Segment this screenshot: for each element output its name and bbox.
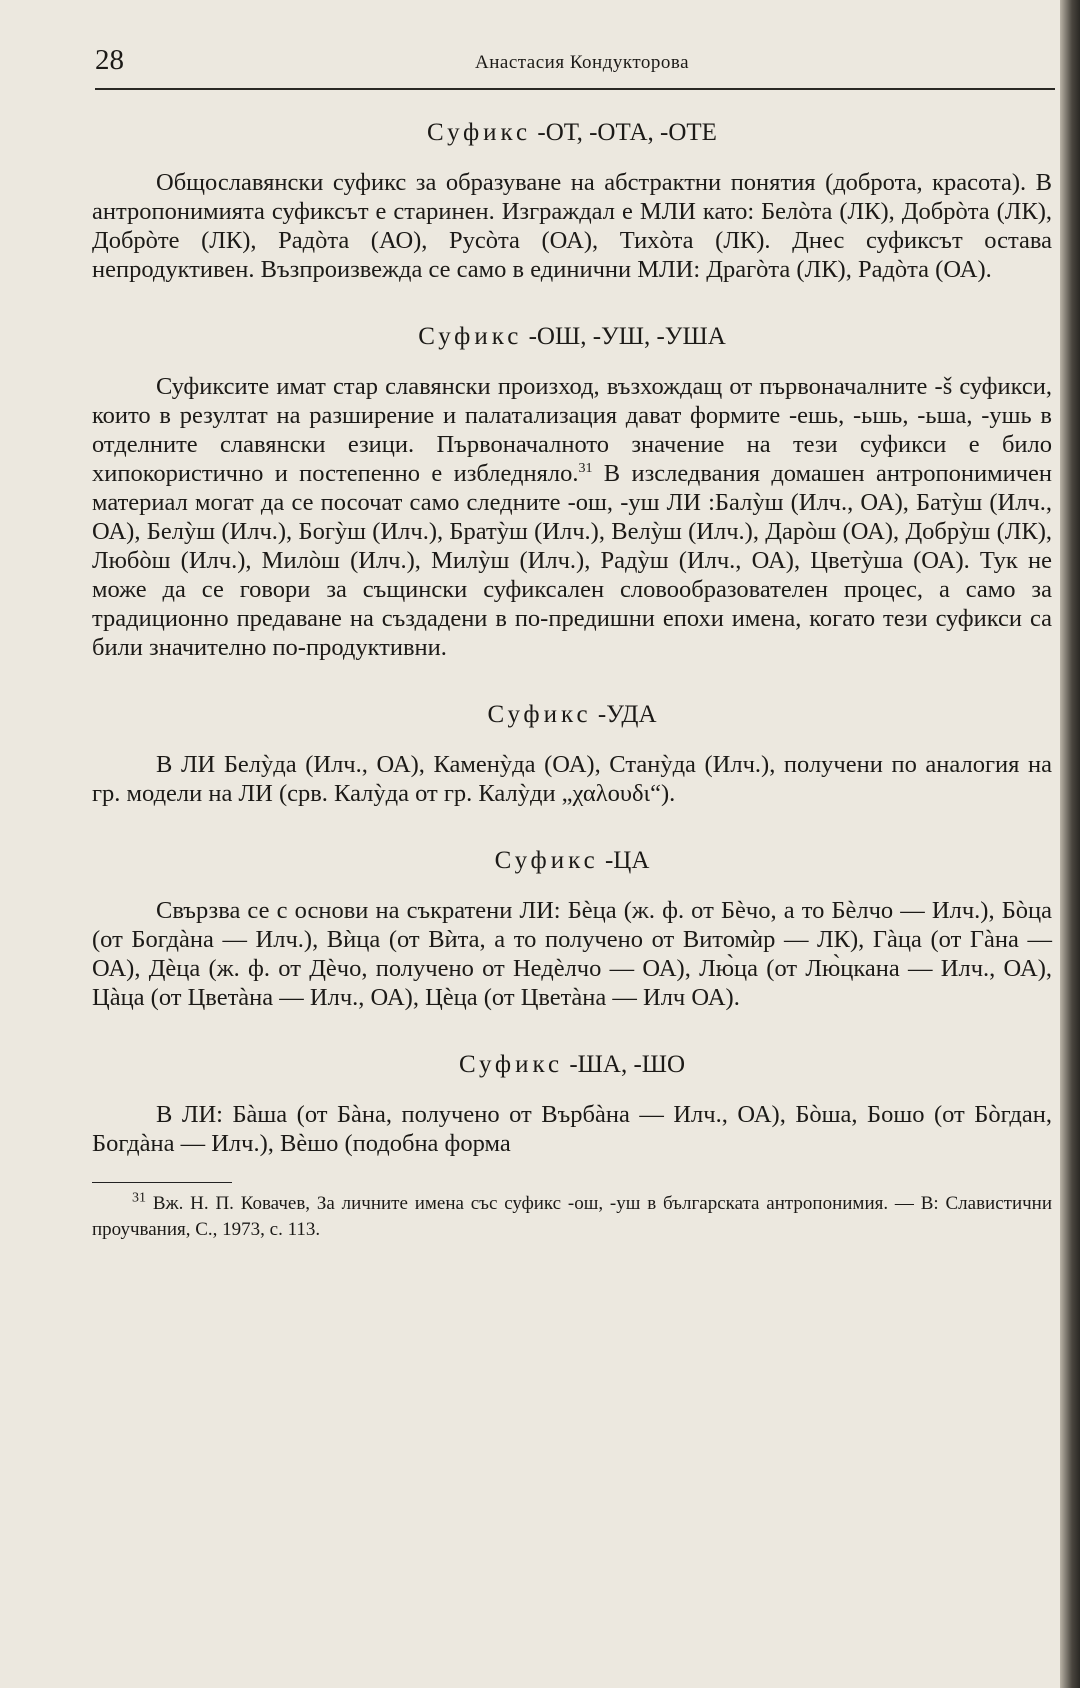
footnote-ref[interactable]: 31 bbox=[578, 460, 593, 476]
page-header bbox=[95, 44, 1055, 84]
section-heading: Суфикс -ОШ, -УШ, -УША bbox=[418, 323, 726, 350]
book-spine-edge bbox=[1060, 0, 1080, 1688]
paragraph: Общославянски суфикс за образуване на абстрактни понятия (доброта, красота). В антропонимията суфиксът е старинен. Изграждал е МЛИ като: Белòта (ЛК), Добрòта (ЛК), Добрòте (ЛК), Радòта (АО), Русòта (ОА), Тихòта (ЛК). Днес суфиксът остава непродуктивен. Възпроизвежда се само в единични МЛИ: Драгòта (ЛК), Радòта (ОА). bbox=[92, 169, 1052, 283]
header-rule bbox=[95, 88, 1055, 90]
paragraph: В ЛИ: Бàша (от Бàна, получено от Върбàна — Илч., ОА), Бòша, Бошо (от Бòгдан, Богдàна — Илч.), Вèшо (подобна форма bbox=[92, 1101, 1052, 1157]
section-heading: Суфикс -УДА bbox=[487, 701, 657, 728]
paragraph: Свързва се с основи на съкратени ЛИ: Бèца (ж. ф. от Бèчо, а то Бèлчо — Илч.), Бòца (от Богдàна — Илч.), Вѝца (от Вѝта, а то получено от Витомѝр — ЛК), Гàца (от Гàна — ОА), Дèца (ж. ф. от Дèчо, получено от Недèлчо — ОА), Лю̀ца (от Лю̀цкана — Илч., ОА), Цàца (от Цветàна — Илч., ОА), Цèца (от Цветàна — Илч ОА). bbox=[92, 897, 1052, 1011]
section-heading: Суфикс -ША, -ШО bbox=[458, 1051, 686, 1078]
footnote: $^{31}$ Вж. Н. П. Ковачев, За личните имена със суфикс -ош, -уш в българската антропонимия. — В: Славистични проучвания, С., 1973, с. 113. bbox=[92, 1190, 1053, 1240]
section-heading: Суфикс -ОТ, -ОТА, -ОТЕ bbox=[427, 119, 717, 146]
footnote-number: 31 bbox=[132, 1190, 146, 1206]
footnote-rule bbox=[92, 1182, 232, 1183]
running-head: Анастасия Кондукторова bbox=[475, 52, 690, 73]
paragraph: Суфиксите имат стар славянски произход, възхождащ от първоначалните -š суфикси, които в резултат на разширение и палатализация дават формите -ешь, -ьшь, -ьша, -ушь в отделните славянски езици. Първоначалното значение на тези суфикси е било хипокористично и постепенно е избледняло.$^{31}$ В изследвания домашен антропонимичен материал могат да се посочат само следните -ош, -уш ЛИ :Балỳш (Илч., ОА), Батỳш (Илч., ОА), Белỳш (Илч.), Богỳш (Илч.), Братỳш (Илч.), Велỳш (Илч.), Дарòш (ОА), Добрỳш (ЛК), Любòш (Илч.), Милòш (Илч.), Милỳш (Илч.), Радỳш (Илч., ОА), Цветỳша (ОА). Тук не може да се говори за същински суфиксален словообразователен процес, а само за традиционно предаване на създадени в по-предишни епохи имена, когато тези суфикси са били значително по-продуктивни. bbox=[92, 373, 1052, 661]
section-heading: Суфикс -ЦА bbox=[494, 847, 650, 874]
paragraph: В ЛИ Белỳда (Илч., ОА), Каменỳда (ОА), Станỳда (Илч.), получени по аналогия на гр. модели на ЛИ (срв. Калỳда от гр. Калỳди „χαλoυδι“). bbox=[92, 751, 1052, 807]
page-number: 28 bbox=[95, 44, 124, 76]
page-body bbox=[92, 118, 1052, 1243]
